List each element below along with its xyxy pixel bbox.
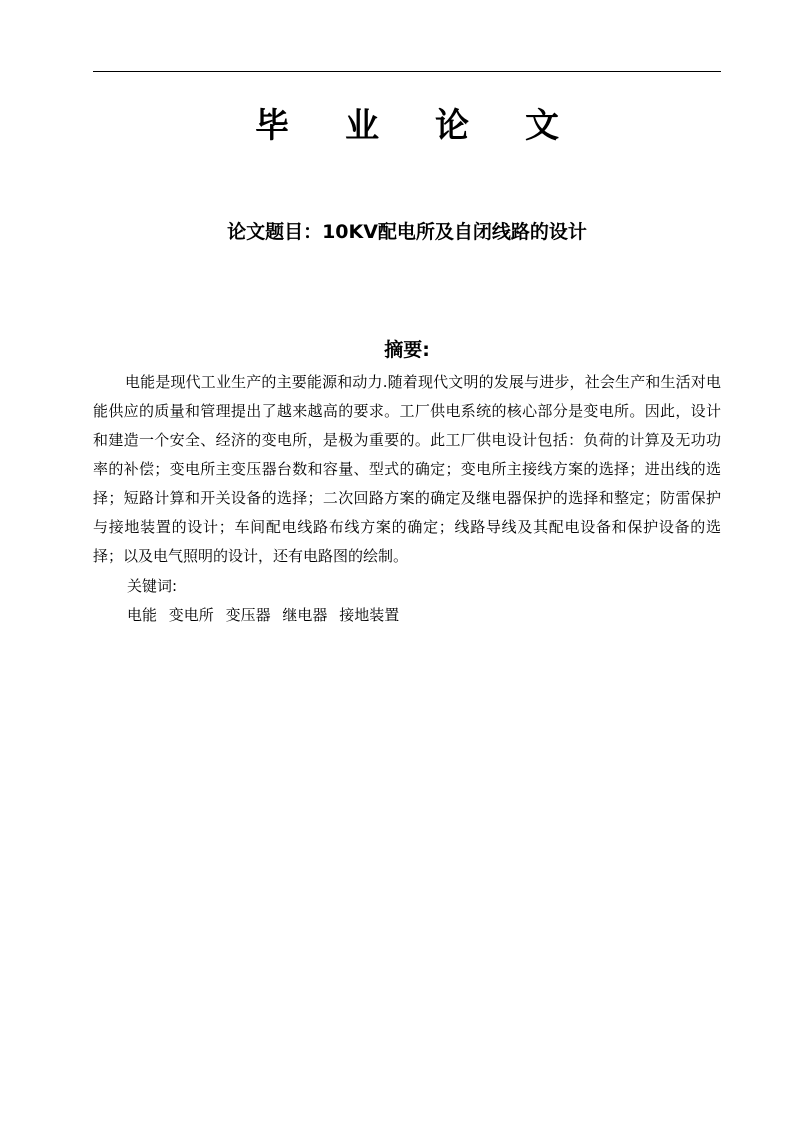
keyword-item: 接地装置 (339, 606, 400, 624)
keywords-list (127, 601, 406, 630)
thesis-title: 论文题目：10KV配电所及自闭线路的设计 (227, 221, 587, 243)
keyword-item: 变压器 (225, 606, 271, 624)
header-rule (93, 71, 721, 72)
keyword-item: 继电器 (282, 606, 328, 624)
document-type-heading: 毕业论文 (255, 106, 615, 146)
keywords-label: 关键词: (127, 577, 178, 595)
keyword-item: 电能 (127, 606, 158, 624)
abstract-heading: 摘要: (384, 339, 430, 361)
keyword-item: 变电所 (168, 606, 214, 624)
abstract-body: 电能是现代工业生产的主要能源和动力.随着现代文明的发展与进步，社会生产和生活对电能供应的质量和管理提出了越来越高的要求。工厂供电系统的核心部分是变电所。因此，设计和建造一个安全、经济的变电所，是极为重要的。此工厂供电设计包括：负荷的计算及无功功率的补偿；变电所主变压器台数和容量、型式的确定；变电所主接线方案的选择；进出线的选择；短路计算和开关设备的选择；二次回路方案的确定及继电器保护的选择和整定；防雷保护与接地装置的设计；车间配电线路布线方案的确定；线路导线及其配电设备和保护设备的选择；以及电气照明的设计，还有电路图的绘制。 (93, 373, 721, 565)
